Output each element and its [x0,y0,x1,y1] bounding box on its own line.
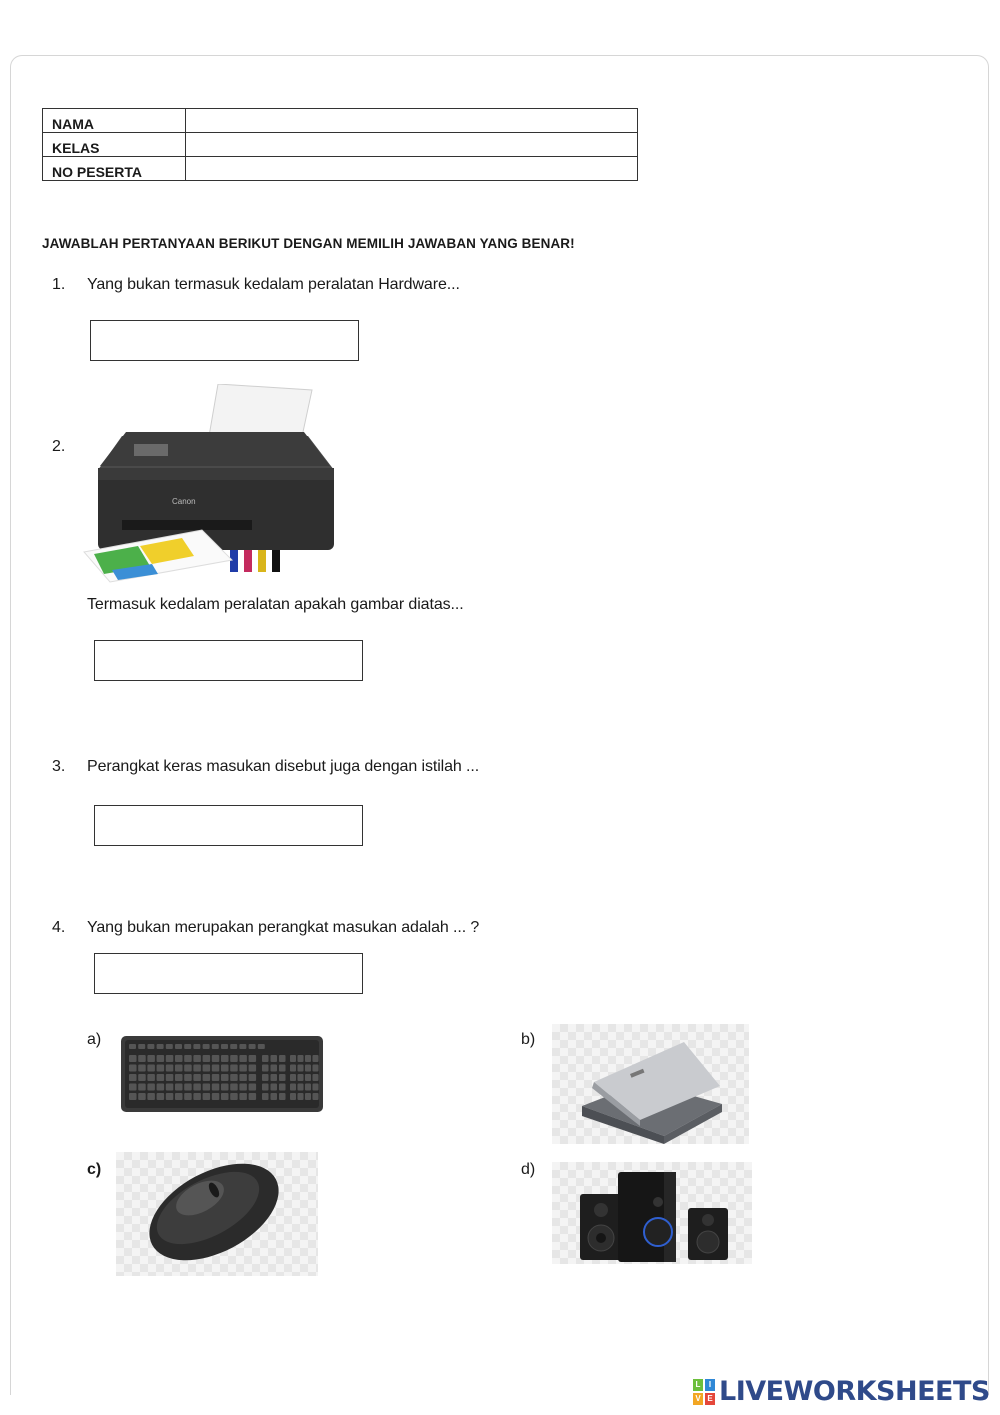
keyboard-key [298,1084,304,1091]
keyboard-key [290,1093,296,1100]
keyboard-key [221,1093,229,1100]
keyboard-key [298,1074,304,1081]
identity-label: NAMA [43,109,186,133]
option-a-label: a) [87,1031,102,1048]
identity-label: KELAS [43,133,186,157]
keyboard-key [157,1055,165,1062]
identity-row-kelas [43,133,638,157]
keyboard-key [184,1093,192,1100]
question-1-text: Yang bukan termasuk kedalam peralatan Hardware... [87,276,460,293]
keyboard-key [262,1074,269,1081]
keyboard-key [258,1044,265,1049]
question-4-number: 4. [52,919,66,936]
keyboard-key [221,1074,229,1081]
keyboard-key [249,1044,256,1049]
keyboard-key [305,1093,311,1100]
identity-table [42,108,638,181]
keyboard-key [271,1055,278,1062]
keyboard-key [298,1093,304,1100]
keyboard-key [203,1074,211,1081]
no-peserta-field[interactable] [186,157,638,181]
keyboard-key [212,1044,219,1049]
keyboard-key [279,1065,286,1072]
keyboard-key [271,1065,278,1072]
speakers-image [552,1162,752,1264]
identity-row-no-peserta [43,157,638,181]
keyboard-key [184,1084,192,1091]
keyboard-key [290,1074,296,1081]
answer-box-1[interactable] [90,320,359,361]
logo-letter: L [693,1379,703,1391]
keyboard-key [239,1084,247,1091]
kelas-field[interactable] [186,133,638,157]
keyboard-key [157,1065,165,1072]
keyboard-key [166,1055,174,1062]
keyboard-key [147,1074,155,1081]
instruction-heading: JAWABLAH PERTANYAAN BERIKUT DENGAN MEMILIH JAWABAN YANG BENAR! [42,236,575,251]
keyboard-key [193,1093,201,1100]
keyboard-key [313,1074,319,1081]
keyboard-key [138,1055,146,1062]
keyboard-key [157,1044,164,1049]
keyboard-key [175,1074,183,1081]
keyboard-key [203,1084,211,1091]
question-2-number: 2. [52,438,66,455]
keyboard-key [203,1055,211,1062]
keyboard-key [147,1093,155,1100]
answer-box-2[interactable] [94,640,363,681]
keyboard-key [262,1084,269,1091]
keyboard-key [193,1084,201,1091]
keyboard-key [271,1074,278,1081]
keyboard-key [279,1084,286,1091]
keyboard-key [166,1044,173,1049]
question-2-text: Termasuk kedalam peralatan apakah gambar diatas... [87,596,464,613]
question-3-text: Perangkat keras masukan disebut juga dengan istilah ... [87,758,480,775]
keyboard-key [313,1084,319,1091]
option-b-label: b) [521,1031,536,1048]
option-d-label: d) [521,1161,536,1178]
keyboard-key [212,1093,220,1100]
keyboard-key [138,1093,146,1100]
keyboard-key [313,1065,319,1072]
keyboard-key [230,1084,238,1091]
keyboard-key [249,1055,257,1062]
keyboard-key [305,1055,311,1062]
keyboard-key [147,1055,155,1062]
keyboard-key [230,1065,238,1072]
keyboard-key [305,1084,311,1091]
printer-image [82,384,338,584]
keyboard-key [221,1084,229,1091]
keyboard-key [175,1044,182,1049]
keyboard-key [129,1084,137,1091]
keyboard-key [203,1093,211,1100]
keyboard-key [193,1074,201,1081]
keyboard-key [221,1065,229,1072]
liveworksheets-wordmark: LIVEWORKSHEETS [719,1376,990,1407]
keyboard-key [279,1055,286,1062]
keyboard-key [203,1065,211,1072]
keyboard-key [239,1055,247,1062]
keyboard-key [184,1044,191,1049]
keyboard-key [138,1074,146,1081]
keyboard-key [279,1093,286,1100]
keyboard-key [138,1065,146,1072]
answer-box-3[interactable] [94,805,363,846]
keyboard-key [175,1065,183,1072]
keyboard-key [129,1044,136,1049]
keyboard-key [290,1065,296,1072]
option-c-label: c) [87,1161,102,1178]
identity-row-nama [43,109,638,133]
keyboard-key [212,1074,220,1081]
nama-field[interactable] [186,109,638,133]
keyboard-key [221,1044,228,1049]
question-1-number: 1. [52,276,66,293]
keyboard-key [166,1084,174,1091]
keyboard-key [313,1055,319,1062]
keyboard-key [298,1055,304,1062]
question-3-number: 3. [52,758,66,775]
keyboard-key [212,1055,220,1062]
keyboard-key [157,1074,165,1081]
keyboard-key [175,1093,183,1100]
keyboard-key [212,1084,220,1091]
svg-text:Canon: Canon [172,497,196,506]
keyboard-image [120,1035,324,1113]
identity-label: NO PESERTA [43,157,186,181]
keyboard-key [212,1065,220,1072]
keyboard-key [305,1074,311,1081]
question-4-text: Yang bukan merupakan perangkat masukan adalah ... ? [87,919,480,936]
keyboard-key [138,1044,145,1049]
keyboard-key [262,1065,269,1072]
keyboard-key [193,1055,201,1062]
keyboard-key [249,1074,257,1081]
keyboard-key [193,1065,201,1072]
keyboard-key [147,1044,154,1049]
keyboard-key [184,1074,192,1081]
keyboard-key [193,1044,200,1049]
keyboard-key [184,1055,192,1062]
keyboard-key [249,1093,257,1100]
keyboard-key [313,1093,319,1100]
keyboard-key [147,1084,155,1091]
keyboard-key [305,1065,311,1072]
liveworksheets-logo-icon [693,1379,715,1405]
keyboard-key [166,1074,174,1081]
keyboard-key [279,1074,286,1081]
keyboard-key [271,1093,278,1100]
keyboard-key [184,1065,192,1072]
keyboard-key [230,1055,238,1062]
keyboard-key [203,1044,210,1049]
keyboard-key [147,1065,155,1072]
keyboard-key [239,1044,246,1049]
keyboard-key [298,1065,304,1072]
keyboard-key [230,1044,237,1049]
answer-box-4[interactable] [94,953,363,994]
scanner-image [552,1024,749,1144]
keyboard-key [166,1093,174,1100]
mouse-image [116,1152,318,1276]
keyboard-key [230,1074,238,1081]
keyboard-key [239,1093,247,1100]
keyboard-key [157,1093,165,1100]
keyboard-key [175,1055,183,1062]
keyboard-key [249,1084,257,1091]
logo-letter: I [705,1379,715,1391]
logo-letter: V [693,1393,703,1405]
keyboard-key [157,1084,165,1091]
keyboard-key [262,1055,269,1062]
logo-letter: E [705,1393,715,1405]
keyboard-key [129,1093,137,1100]
keyboard-key [290,1055,296,1062]
keyboard-key [175,1084,183,1091]
keyboard-key [129,1065,137,1072]
keyboard-key [239,1074,247,1081]
keyboard-key [138,1084,146,1091]
keyboard-key [239,1065,247,1072]
keyboard-key [230,1093,238,1100]
keyboard-key [262,1093,269,1100]
keyboard-key [249,1065,257,1072]
keyboard-key [129,1074,137,1081]
keyboard-key [290,1084,296,1091]
keyboard-key [271,1084,278,1091]
keyboard-key [129,1055,137,1062]
liveworksheets-brand[interactable] [693,1376,990,1407]
keyboard-key [166,1065,174,1072]
keyboard-key [221,1055,229,1062]
